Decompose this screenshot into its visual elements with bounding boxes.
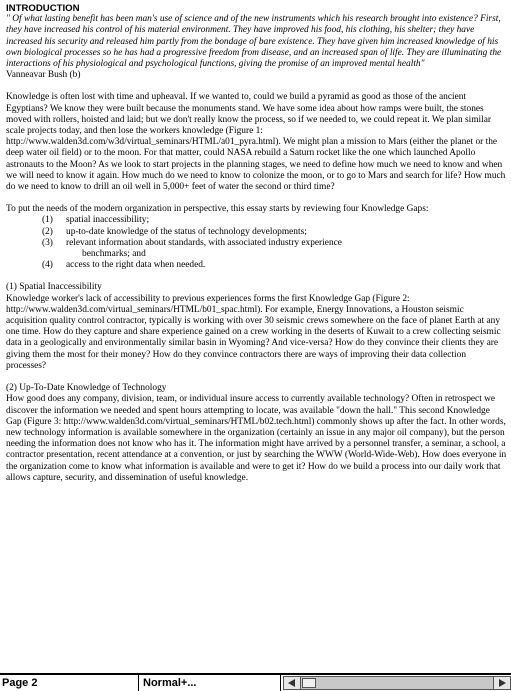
list-item xyxy=(6,215,507,226)
list-item-number: (4) xyxy=(42,260,53,271)
scroll-thumb[interactable] xyxy=(302,678,316,688)
section-2-title: (2) Up-To-Date Knowledge of Technology xyxy=(6,383,167,394)
scroll-left-arrow-icon[interactable] xyxy=(284,677,301,689)
list-item-text: up-to-date knowledge of the status of technology developments; xyxy=(66,226,307,237)
list-item-text: access to the right data when needed. xyxy=(66,260,206,271)
list-item xyxy=(6,238,507,260)
section-2-body: How good does any company, division, team, or individual insure access to currently available technology? Often in retrospect we discover the information we needed and spent hours attempting to locate, was available "down the hall." This second Knowledge Gap (Figure 3: http://www.walden3d.com/virtual_seminars/HTML/b02.tech.html) commonly shows up after the fact. In other words, new technology information is available somewhere in the organization (certainly an issue in any major oil company), but the person needing the information does not know who has it. The information might have arrived by a personnel transfer, a seminar, a school, a contractor presentation, recent attendance at a convention, or just by searching the WWW (World-Wide-Web). How does everyone in the organization come to know what information is available and were to get it? How do we build a process into our daily work that allows capture, security, and dissemination of useful knowledge. xyxy=(6,394,507,483)
section-1-title: (1) Spatial Inaccessibility xyxy=(6,282,102,293)
page-indicator: Page 2 xyxy=(2,677,38,689)
status-divider xyxy=(138,675,139,691)
list-item-continuation: benchmarks; and xyxy=(82,249,146,260)
list-item xyxy=(6,260,507,271)
quote-attribution: Vanneavar Bush (b) xyxy=(6,70,81,81)
knowledge-gaps-list xyxy=(6,215,507,271)
list-item xyxy=(6,227,507,238)
section-heading: INTRODUCTION xyxy=(6,3,80,14)
list-item-text: spatial inaccessibility; xyxy=(66,215,150,226)
epigraph-quote: " Of what lasting benefit has been man's use of science and of the new instruments which his research brought into existence? First, they have increased his control of his material environment. They have improved his food, his clothing, his shelter; they have increased his security and released him partly from the bondage of bare existence. They have given him increased knowledge of his own biological processes so he has had a progressive freedom from disease, and an increased span of life. They are illuminating the interactions of his physiological and psychological functions, giving the promise of an improved mental health" xyxy=(6,14,502,70)
horizontal-scrollbar[interactable] xyxy=(283,676,511,690)
list-item-number: (2) xyxy=(42,226,53,237)
scroll-right-arrow-icon[interactable] xyxy=(493,677,510,689)
list-item-number: (3) xyxy=(42,237,53,248)
paragraph-2: To put the needs of the modern organization in perspective, this essay starts by reviewing four Knowledge Gaps: xyxy=(6,204,429,215)
list-item-text: relevant information about standards, with associated industry experience xyxy=(66,237,342,248)
section-1-body: Knowledge worker's lack of accessibility to previous experiences forms the first Knowledge Gap (Figure 2: http://www.walden3d.com/virtual_seminars/HTML/b01_spac.html). For example, Energy Innovations, a Houston seismic acquisition quality control contractor, typically is working with over 30 seismic crews somewhere on the face of planet Earth at any one time. How do they capture and share experience gained on a crew working in the deserts of Kuwait to a crew collecting seismic data in a geologically and environmentally similar basin in Wyoming? And vice-versa? How do they convince their clients they are giving them the most for their money? How do they convince contractors there are ways of improving their data collection processes? xyxy=(6,293,501,371)
status-divider xyxy=(280,675,281,691)
status-bar xyxy=(0,673,511,691)
paragraph-1: Knowledge is often lost with time and upheaval. If we wanted to, could we build a pyramid as good as those of the ancient Egyptians? We know they were built because the monuments stand. We have some idea about how ramps were built, the stones moved with rollers, hoisted and laid; but we don't really know the process, so if we needed to, we could repeat it. We plan similar scale projects today, and then lose the workers knowledge (Figure 1: http://www.walden3d.com/w3d/virtual_seminars/HTML/a01_pyra.html). We might plan a mission to Mars (either the planet or the deep water oil field) or to the moon. For that matter, could NASA rebuild a Saturn rocket like the one which launched Apollo astronauts to the Moon? As we look to start projects in the planning stages, we need to define how much we need to know and when we will need to know it again. How much do we need to know to colonize the moon, or to go to Mars and search for life? How much do we need to know to drill an oil well in 5,000+ feet of water the second or third time? xyxy=(6,92,506,193)
style-indicator[interactable]: Normal+... xyxy=(143,677,197,689)
list-item-number: (1) xyxy=(42,215,53,226)
